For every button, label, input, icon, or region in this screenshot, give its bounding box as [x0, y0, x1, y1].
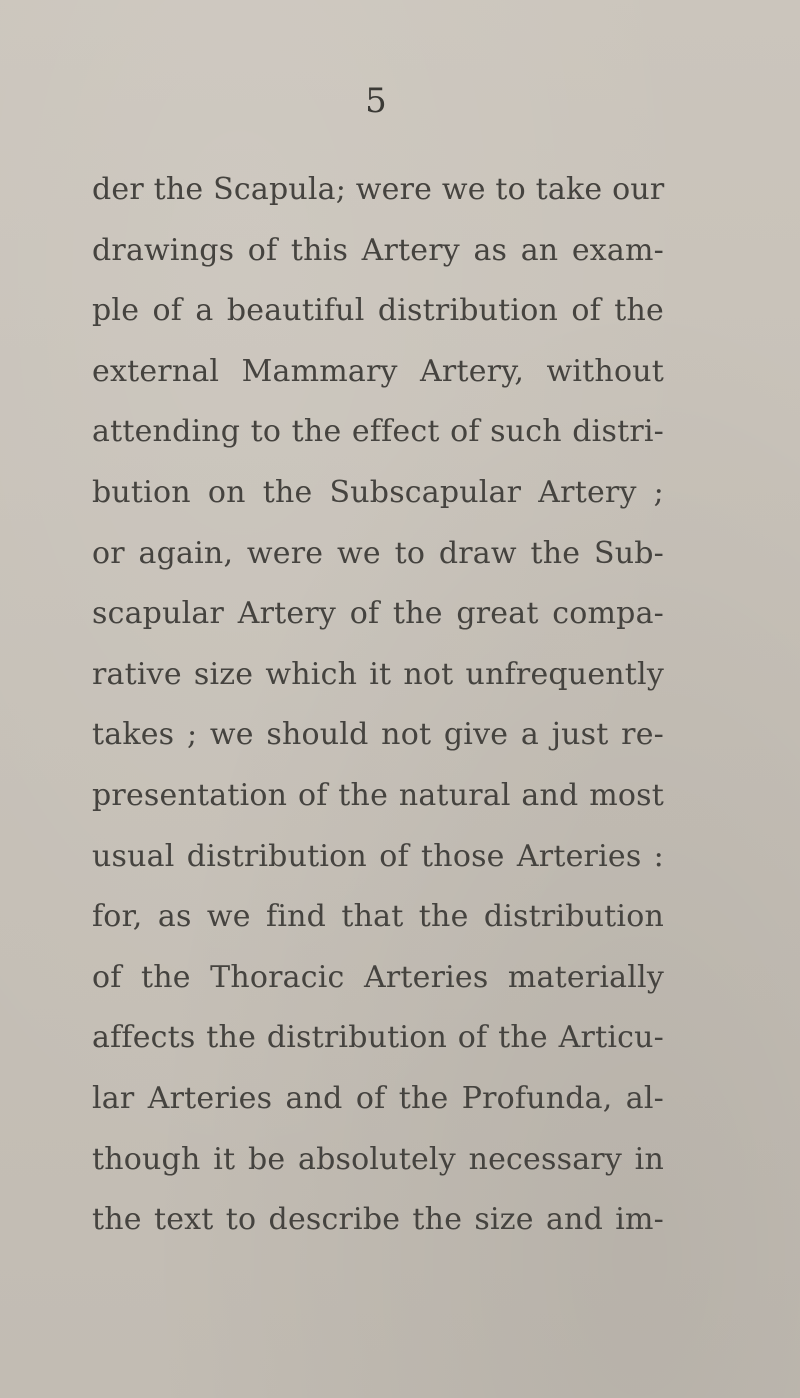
text-line: or again, were we to draw the Sub-	[92, 535, 664, 571]
text-line: for, as we find that the distribution	[92, 899, 664, 935]
text-line: presentation of the natural and most	[92, 777, 664, 813]
text-line: bution on the Subscapular Artery ;	[92, 474, 664, 510]
text-line: der the Scapula; were we to take our	[92, 172, 665, 207]
text-line: ple of a beautiful distribution of the	[92, 293, 664, 329]
page-number: 5	[365, 81, 387, 121]
text-line: usual distribution of those Arteries :	[92, 838, 664, 874]
text-line: drawings of this Artery as an exam-	[92, 232, 664, 268]
text-line: of the Thoracic Arteries materially	[92, 959, 664, 995]
text-line: scapular Artery of the great compa-	[92, 596, 664, 632]
text-line: external Mammary Artery, without	[92, 353, 664, 389]
text-line: attending to the effect of such distri-	[92, 414, 664, 450]
text-line: rative size which it not unfrequently	[92, 656, 664, 692]
text-line: lar Arteries and of the Profunda, al-	[92, 1080, 664, 1116]
text-line: takes ; we should not give a just re-	[92, 717, 664, 753]
text-line: the text to describe the size and im-	[92, 1202, 664, 1238]
body-text	[92, 160, 664, 1251]
text-line: though it be absolutely necessary in	[92, 1141, 664, 1177]
text-line: affects the distribution of the Articu-	[92, 1020, 664, 1056]
